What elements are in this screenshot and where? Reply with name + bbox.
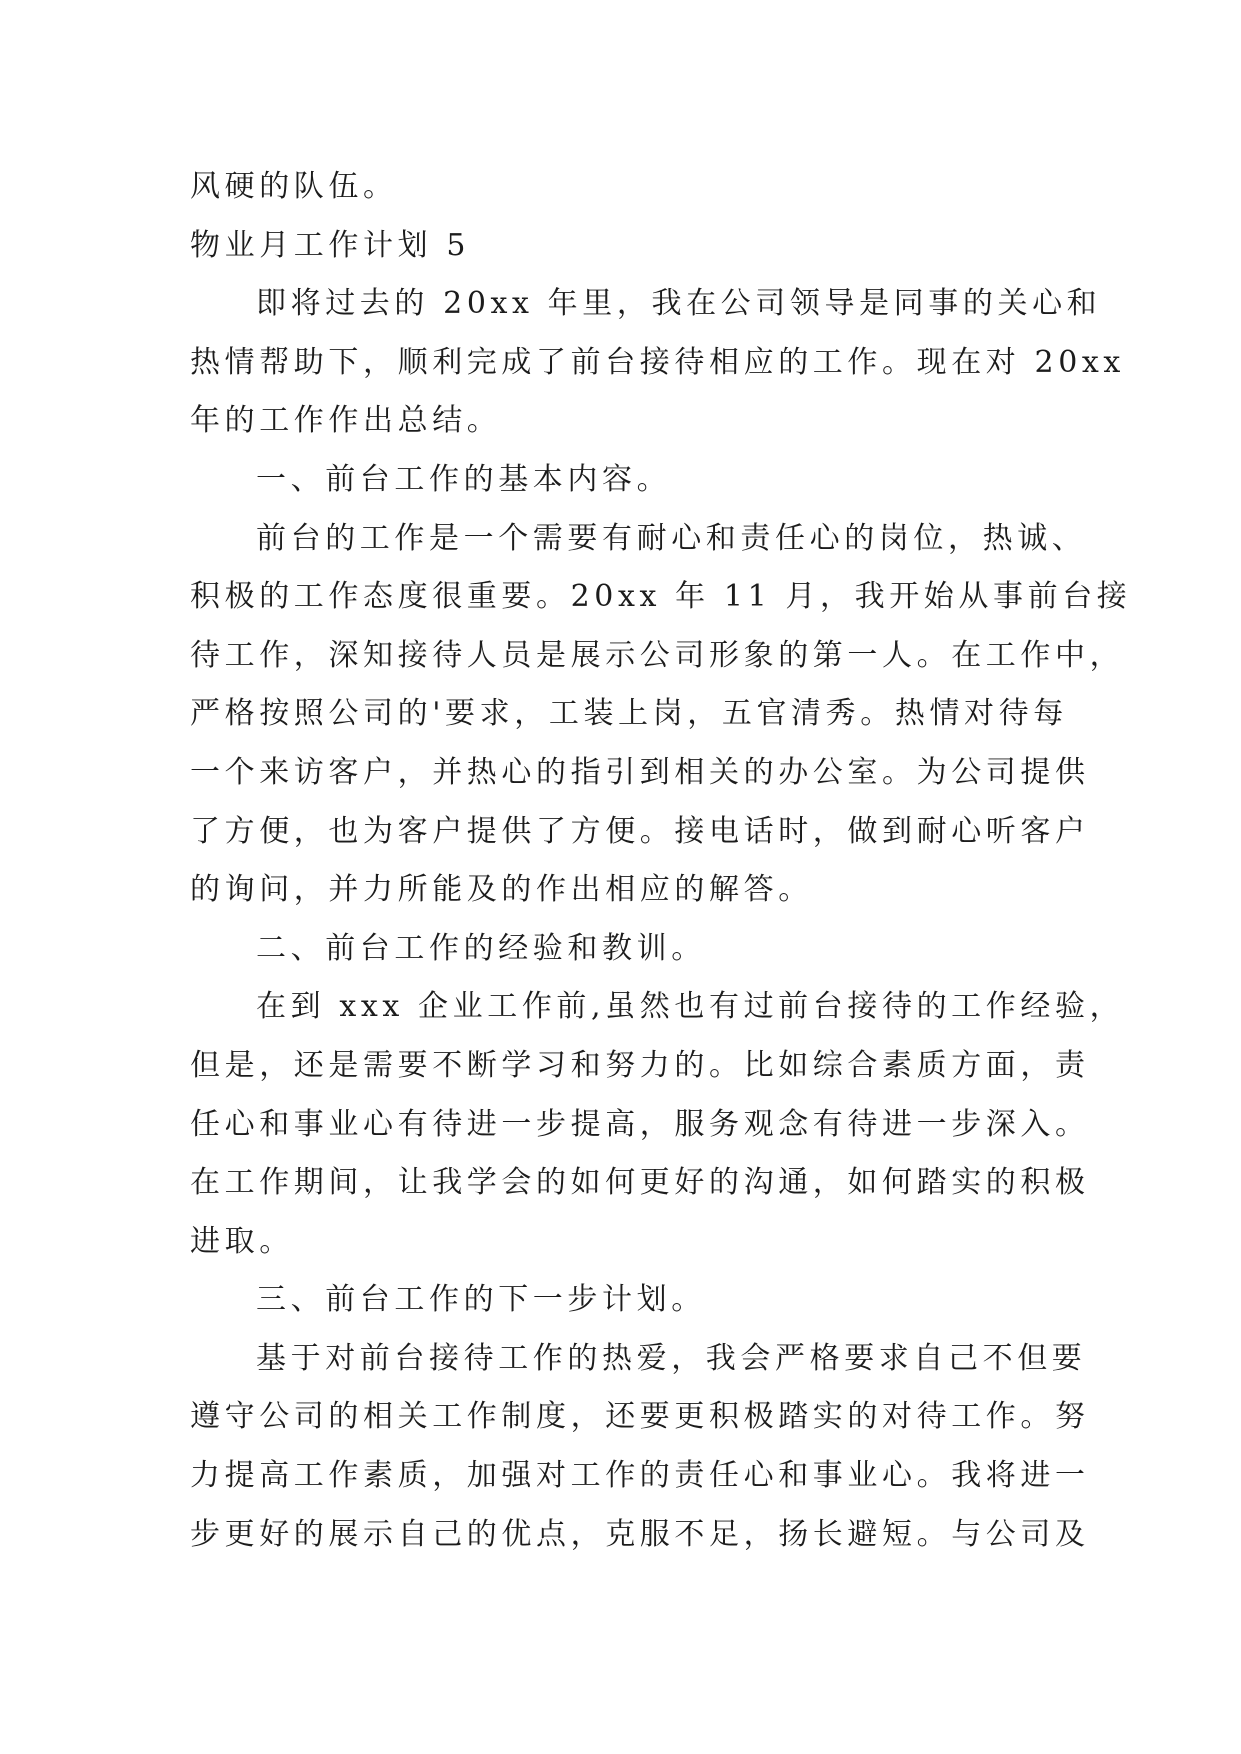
text-line: 了方便，也为客户提供了方便。接电话时，做到耐心听客户 <box>190 813 1090 849</box>
text-line: 前台的工作是一个需要有耐心和责任心的岗位，热诚、 <box>256 520 1087 556</box>
text-line: 严格按照公司的'要求，工装上岗，五官清秀。热情对待每 <box>190 696 1068 732</box>
text-line: 在工作期间，让我学会的如何更好的沟通，如何踏实的积极 <box>190 1165 1090 1201</box>
text-line: 但是，还是需要不断学习和努力的。比如综合素质方面，责 <box>190 1047 1090 1083</box>
text-line: 待工作，深知接待人员是展示公司形象的第一人。在工作中， <box>190 637 1125 673</box>
text-line: 在到 xxx 企业工作前,虽然也有过前台接待的工作经验， <box>256 989 1125 1025</box>
text-line: 任心和事业心有待进一步提高，服务观念有待进一步深入。 <box>190 1106 1090 1142</box>
text-line: 积极的工作态度很重要。20xx 年 11 月，我开始从事前台接 <box>190 579 1132 615</box>
heading-line: 一、前台工作的基本内容。 <box>256 461 672 497</box>
text-line: 步更好的展示自己的优点，克服不足，扬长避短。与公司及 <box>190 1516 1090 1552</box>
heading-line: 三、前台工作的下一步计划。 <box>256 1282 706 1318</box>
text-line: 年的工作作出总结。 <box>190 403 502 439</box>
heading-line: 二、前台工作的经验和教训。 <box>256 930 706 966</box>
text-line: 力提高工作素质，加强对工作的责任心和事业心。我将进一 <box>190 1458 1090 1494</box>
text-line: 即将过去的 20xx 年里，我在公司领导是同事的关心和 <box>256 286 1102 322</box>
text-line: 风硬的队伍。 <box>190 169 398 204</box>
text-line: 的询问，并力所能及的作出相应的解答。 <box>190 872 813 908</box>
text-line: 基于对前台接待工作的热爱，我会严格要求自己不但要 <box>256 1340 1087 1376</box>
section-title: 物业月工作计划 5 <box>190 227 471 263</box>
text-line: 进取。 <box>190 1223 294 1259</box>
text-line: 热情帮助下，顺利完成了前台接待相应的工作。现在对 20xx <box>190 344 1125 380</box>
text-line: 遵守公司的相关工作制度，还要更积极踏实的对待工作。努 <box>190 1399 1090 1435</box>
text-line: 一个来访客户，并热心的指引到相关的办公室。为公司提供 <box>190 754 1090 790</box>
document-body <box>190 158 1132 1564</box>
